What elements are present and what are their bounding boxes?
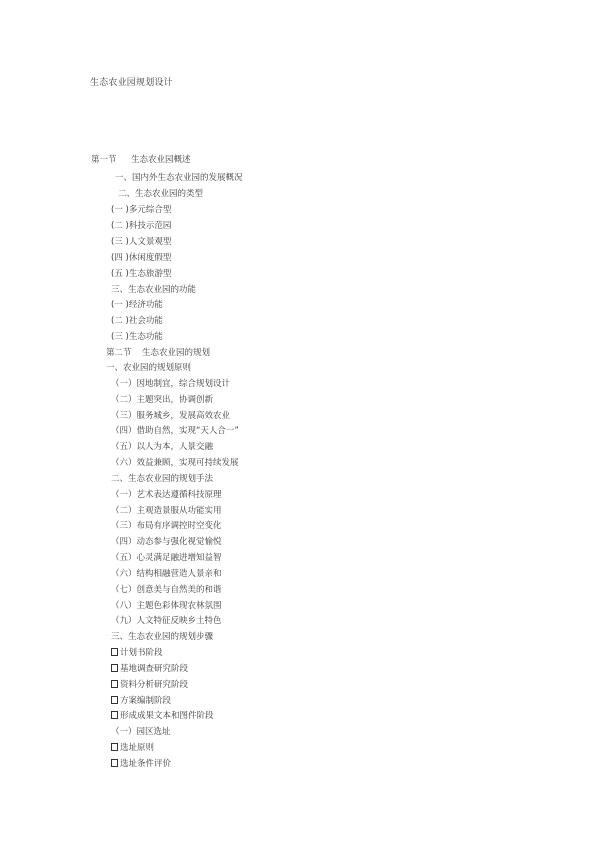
list-item — [111, 758, 171, 770]
list-item — [111, 710, 214, 722]
list-item — [111, 742, 154, 754]
section-heading-2 — [106, 347, 210, 359]
list-item — [111, 679, 188, 691]
square-bullet-icon — [111, 711, 118, 719]
list-item: (三 )生态功能 — [111, 332, 163, 342]
square-bullet-icon — [111, 696, 118, 704]
square-bullet-icon — [111, 680, 118, 688]
list-item: 二、生态农业园的规划手法 — [111, 474, 214, 484]
list-item: (五 )生态旅游型 — [111, 269, 172, 279]
step-label: 方案编制阶段 — [120, 696, 172, 706]
list-item: 一、农业园的规划原则 — [106, 363, 192, 373]
square-bullet-icon — [111, 664, 118, 672]
list-item: (三 )人文景观型 — [111, 237, 172, 247]
list-item: （六）结构相融营造人景亲和 — [111, 569, 222, 579]
list-item: (一 )经济功能 — [111, 300, 163, 310]
list-item: （五）以人为本，人景交融 — [111, 442, 214, 452]
list-item: (二 )社会功能 — [111, 316, 163, 326]
list-item: （四）动态参与强化视觉愉悦 — [111, 537, 222, 547]
list-item: （五）心灵满足融进增知益智 — [111, 553, 222, 563]
square-bullet-icon — [111, 759, 118, 767]
list-item: （四）借助自然，实现“天人合一” — [111, 426, 239, 436]
step-label: 选址条件评价 — [120, 759, 172, 769]
list-item: 一、国内外生态农业园的发展概况 — [115, 173, 243, 183]
list-item: （八）主题色彩体现农林氛围 — [111, 601, 222, 611]
section-number: 第一节 — [91, 155, 117, 165]
list-item: （一）因地制宜，综合规划设计 — [111, 379, 231, 389]
list-item: （一）园区选址 — [111, 727, 171, 737]
list-item: （六）效益兼顾，实现可持续发展 — [111, 458, 239, 468]
section-title: 生态农业园的规划 — [142, 348, 211, 358]
step-label: 形成成果文本和图件阶段 — [120, 711, 214, 721]
step-label: 基地调查研究阶段 — [120, 664, 189, 674]
square-bullet-icon — [111, 648, 118, 656]
list-item — [111, 647, 163, 659]
list-item — [111, 695, 171, 707]
list-item: 二、生态农业园的类型 — [118, 189, 204, 199]
list-item: （一）艺术表达遵循科技原理 — [111, 490, 222, 500]
list-item: （九）人文特征反映乡土特色 — [111, 616, 222, 626]
list-item — [111, 663, 188, 675]
list-item: (四 )休闲度假型 — [111, 253, 172, 263]
square-bullet-icon — [111, 743, 118, 751]
list-item: （七）创意美与自然美的和谐 — [111, 585, 222, 595]
list-item: (一 )多元综合型 — [111, 205, 172, 215]
list-item: (二 )科技示范园 — [111, 221, 172, 231]
section-title: 生态农业园概述 — [131, 155, 191, 165]
step-label: 资料分析研究阶段 — [120, 680, 189, 690]
list-item: 三、生态农业园的功能 — [111, 285, 197, 295]
step-label: 选址原则 — [120, 743, 155, 753]
list-item: （二）主题突出，协调创新 — [111, 395, 214, 405]
document-title: 生态农业园规划设计 — [90, 78, 173, 88]
list-item: 三、生态农业园的规划步骤 — [111, 632, 214, 642]
list-item: （三）服务城乡，发展高效农业 — [111, 411, 231, 421]
list-item: （三）布局有序调控时空变化 — [111, 521, 222, 531]
list-item: （二）主观造景服从功能实用 — [111, 506, 222, 516]
step-label: 计划书阶段 — [120, 648, 163, 658]
section-heading-1 — [91, 154, 191, 166]
section-number: 第二节 — [106, 348, 132, 358]
